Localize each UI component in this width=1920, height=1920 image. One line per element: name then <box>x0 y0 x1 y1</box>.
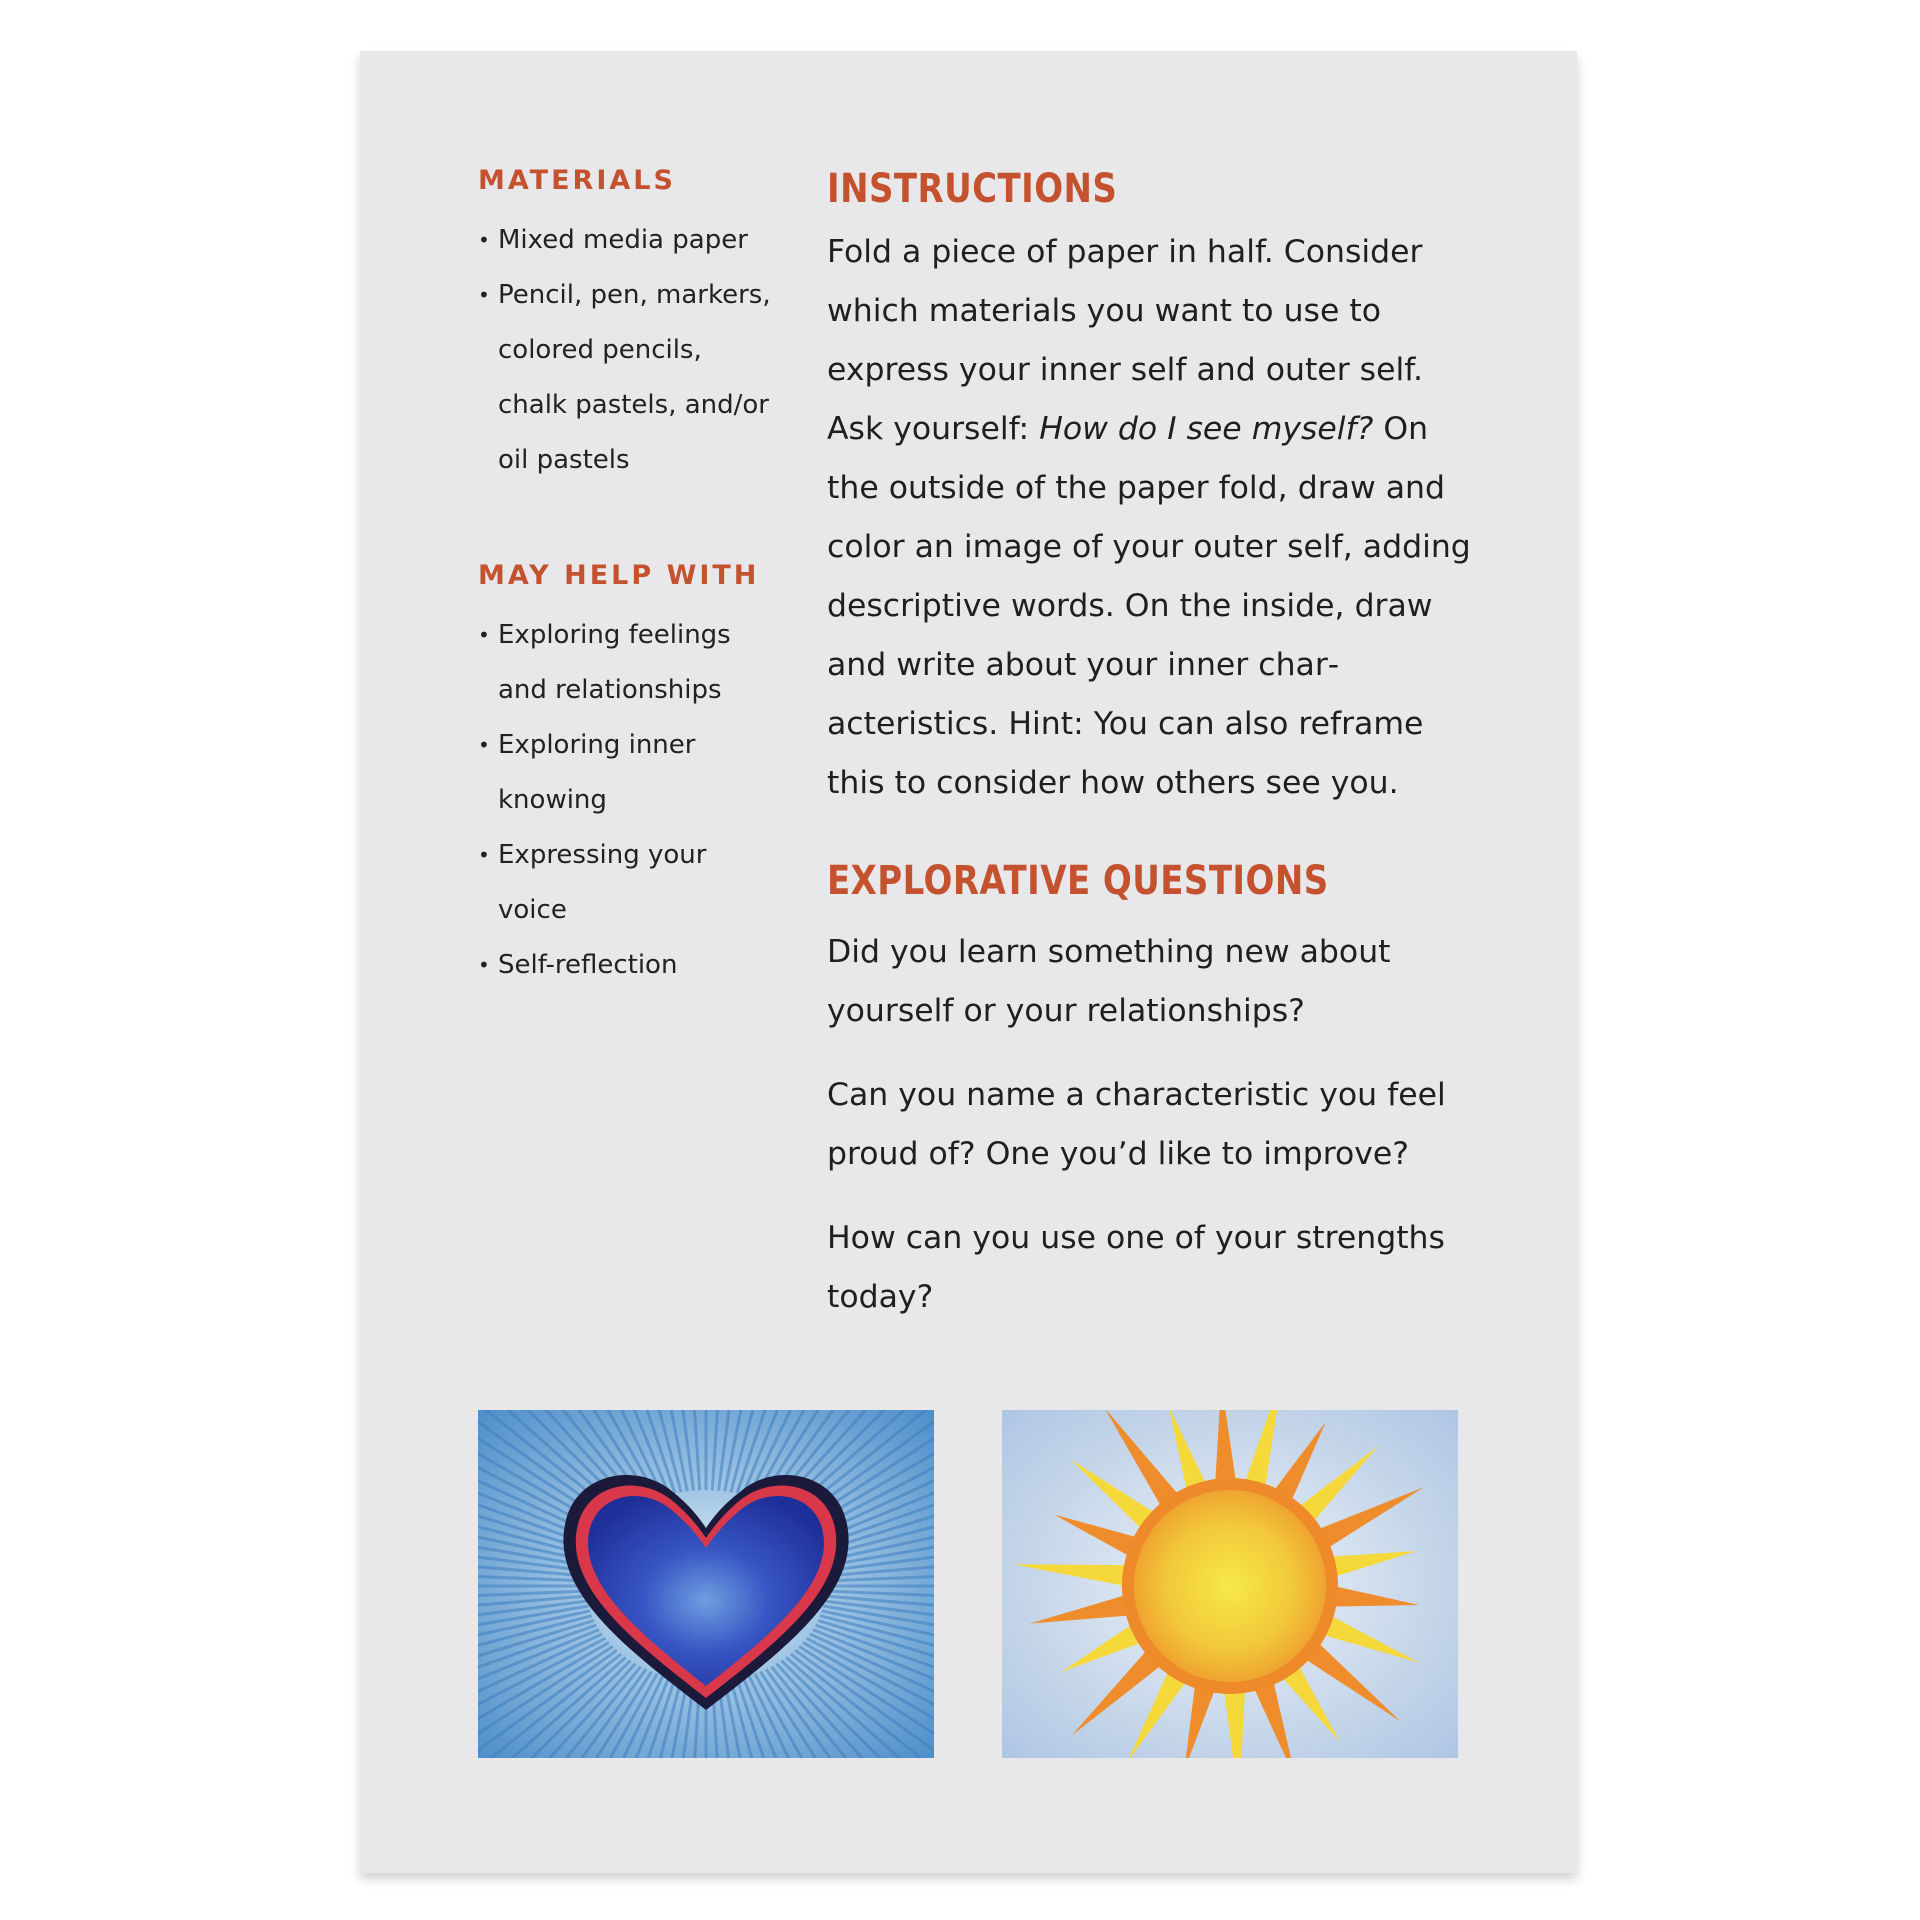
sun-artwork-image <box>1002 1410 1458 1758</box>
sidebar-column <box>478 161 778 993</box>
may-help-with-heading: MAY HELP WITH <box>478 560 760 591</box>
materials-item-text: Mixed media paper <box>498 225 748 255</box>
bullet-icon: • <box>478 953 490 977</box>
page-card <box>360 51 1577 1873</box>
question-item: How can you use one of your strengths today? <box>827 1220 1445 1315</box>
bullet-icon: • <box>478 843 490 867</box>
list-item <box>478 213 778 268</box>
helps-item-text: Exploring feelings and relationships <box>498 620 731 705</box>
materials-heading: MATERIALS <box>478 165 676 196</box>
list-item <box>478 718 778 828</box>
materials-list <box>478 213 778 488</box>
instructions-italic-question: How do I see myself? <box>1039 411 1374 447</box>
list-item <box>478 938 778 993</box>
instructions-text-part: Fold a piece of paper in half. Consider which materials you want to use to express your inner self and outer self. Ask yourself: <box>827 234 1424 447</box>
may-help-with-list <box>478 608 778 993</box>
instructions-heading: INSTRUCTIONS <box>827 166 1118 212</box>
heart-artwork-image <box>478 1410 934 1758</box>
question-item: Did you learn something new about yourself or your relationships? <box>827 934 1391 1029</box>
list-item <box>478 268 778 488</box>
list-item <box>478 828 778 938</box>
instructions-text <box>827 223 1477 813</box>
main-column <box>827 161 1477 1352</box>
sun-artwork-icon <box>1002 1410 1458 1758</box>
helps-item-text: Expressing your voice <box>498 840 707 925</box>
instructions-text-part: On the outside of the paper fold, draw and color an image of your outer self, adding descriptive words. On the inside, draw and write about your inner characteristics. Hint: You can also reframe this to consider how others see you. <box>827 411 1471 801</box>
question-item: Can you name a characteristic you feel proud of? One you’d like to improve? <box>827 1077 1446 1172</box>
bullet-icon: • <box>478 733 490 757</box>
bullet-icon: • <box>478 283 490 307</box>
bullet-icon: • <box>478 623 490 647</box>
explorative-questions-heading: EXPLORATIVE QUESTIONS <box>827 858 1329 904</box>
bullet-icon: • <box>478 228 490 252</box>
heart-artwork-icon <box>478 1410 934 1758</box>
helps-item-text: Self-reflection <box>498 950 678 980</box>
list-item <box>478 608 778 718</box>
materials-item-text: Pencil, pen, markers, colored pencils, chalk pastels, and/or oil pastels <box>498 280 771 475</box>
helps-item-text: Exploring inner knowing <box>498 730 696 815</box>
